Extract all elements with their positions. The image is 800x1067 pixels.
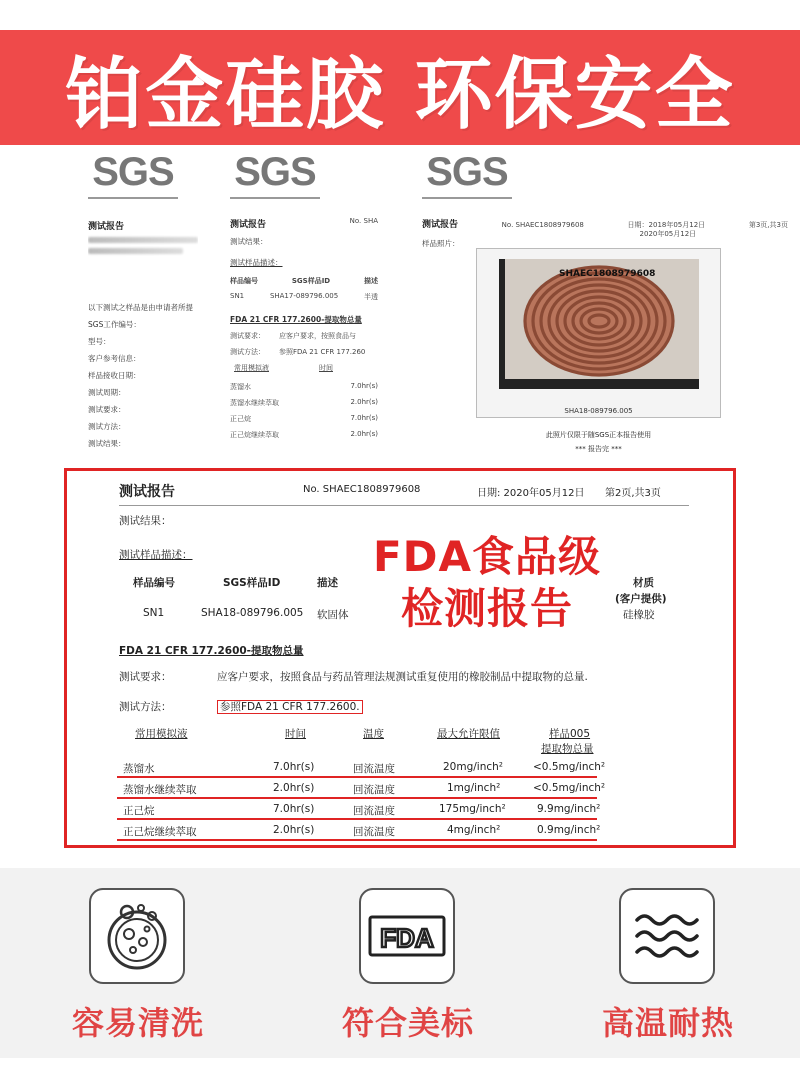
row-underline: [117, 839, 597, 841]
row-liquid: 正己烷: [123, 805, 155, 817]
row-limit: 175mg/inch²: [439, 803, 506, 815]
header-divider: [119, 505, 689, 506]
doc2-method: 测试方法：: [230, 348, 265, 356]
blurred-address: [88, 248, 183, 254]
feature-strip: [0, 868, 800, 1058]
row-underline: [117, 776, 597, 778]
svg-text:FDA: FDA: [380, 923, 434, 953]
title-banner: [0, 30, 800, 145]
doc2-h-sample: 样品编号: [230, 277, 258, 285]
feature-label: 符合美标: [342, 1004, 475, 1042]
req-label: 测试要求：: [119, 671, 172, 683]
doc2-col1: 常用模拟液: [234, 364, 269, 372]
fda-icon: [359, 888, 455, 984]
sgs-logo: SGS: [422, 150, 512, 199]
stamp-line-2: 检测报告: [400, 584, 573, 633]
doc1-line: 测试要求：: [88, 405, 126, 414]
doc2-h-desc: 描述: [364, 277, 378, 285]
doc3-photo-label: 样品照片：: [422, 239, 460, 248]
sample-desc: 软固体: [317, 609, 349, 621]
row-time: 2.0hr(s): [273, 782, 315, 794]
sample-id: SN1: [143, 607, 165, 619]
row-time: 7.0hr(s): [273, 803, 315, 815]
doc1-line: 测试周期：: [88, 388, 126, 397]
row-temp: 回流温度: [353, 763, 395, 775]
header-desc: 描述: [317, 577, 338, 589]
row-value: <0.5mg/inch²: [533, 761, 606, 773]
doc1-line: 客户参考信息：: [88, 354, 141, 363]
doc2-row-liquid: 正己烷继续萃取: [230, 431, 279, 439]
doc2-desc: 半透: [363, 293, 378, 301]
heat-waves-icon: [619, 888, 715, 984]
method-text: 参照FDA 21 CFR 177.2600.: [217, 700, 363, 714]
doc2-row-liquid: 蒸馏水继续萃取: [230, 399, 279, 407]
doc1-line: 测试方法：: [88, 422, 126, 431]
doc1-line: SGS工作编号：: [88, 320, 141, 329]
header-sample-no: 样品编号: [133, 577, 175, 589]
row-limit: 4mg/inch²: [447, 824, 501, 836]
col-sample-total: 提取物总量: [541, 743, 594, 755]
sample-photo: [476, 248, 721, 418]
report-date: 日期: 2020年05月12日: [477, 488, 585, 499]
doc2-col2: 时间: [319, 364, 333, 372]
sample-material: 硅橡胶: [623, 609, 655, 621]
doc3-date-new: 2020年05月12日: [639, 230, 697, 238]
method-text-box: [217, 699, 363, 714]
sgs-logo: SGS: [230, 150, 320, 199]
doc2-method-text: 参照FDA 21 CFR 177.260: [279, 348, 366, 356]
row-value: 0.9mg/inch²: [537, 824, 601, 836]
sample-photo-image: [499, 259, 699, 389]
doc2-line: 测试样品描述：: [230, 258, 283, 267]
doc2-row-liquid: 蒸馏水: [230, 383, 251, 391]
sample-sgs-id: SHA18-089796.005: [201, 607, 304, 619]
fda-section-title: FDA 21 CFR 177.2600-提取物总量: [119, 645, 304, 657]
col-sample: 样品005: [549, 728, 591, 740]
doc2-req: 测试要求：: [230, 332, 265, 340]
blurred-address: [88, 237, 198, 243]
result-label: 测试结果：: [119, 515, 172, 527]
report-number: No. SHAEC1808979608: [303, 484, 421, 495]
row-time: 7.0hr(s): [273, 761, 315, 773]
row-time: 2.0hr(s): [273, 824, 315, 836]
doc3-no: No. SHAEC1808979608: [501, 221, 584, 229]
doc2-row-time: 2.0hr(s): [350, 430, 378, 438]
doc1-line: 样品接收日期：: [88, 371, 141, 380]
row-limit: 20mg/inch²: [443, 761, 504, 773]
doc2-row-time: 7.0hr(s): [350, 414, 378, 422]
row-value: <0.5mg/inch²: [533, 782, 606, 794]
report-end: *** 报告完 ***: [575, 445, 622, 453]
row-liquid: 正己烷继续萃取: [123, 826, 197, 838]
doc2-row-time: 2.0hr(s): [350, 398, 378, 406]
report-title: 测试报告: [119, 484, 175, 500]
bg-report-page-2: [230, 150, 378, 470]
fda-stamp: [357, 531, 617, 635]
row-temp: 回流温度: [353, 784, 395, 796]
row-liquid: 蒸馏水: [123, 763, 155, 775]
bubbles-icon: [89, 888, 185, 984]
doc2-line: 测试结果：: [230, 237, 268, 246]
doc2-no: No. SHA: [349, 217, 378, 225]
doc2-fda: FDA 21 CFR 177.2600-提取物总量: [230, 315, 362, 324]
row-liquid: 蒸馏水继续萃取: [123, 784, 197, 796]
bg-report-page-1: [88, 150, 198, 470]
doc1-line: 型号：: [88, 337, 111, 346]
row-underline: [117, 818, 597, 820]
feature-label: 高温耐热: [602, 1004, 735, 1042]
doc1-line: 以下测试之样品是由申请者所提: [88, 303, 193, 312]
stamp-line-1: FDA食品级: [372, 532, 602, 581]
col-limit: 最大允许限值: [437, 728, 500, 740]
sgs-logo: SGS: [88, 150, 178, 199]
fda-test-report: [64, 468, 736, 848]
feature-heat-resistant: [602, 888, 735, 1044]
col-temp: 温度: [363, 728, 384, 740]
photo-note: 此照片仅限于随SGS正本报告使用: [545, 431, 652, 439]
doc2-title: 测试报告: [230, 220, 267, 230]
req-text: 应客户要求，按照食品与药品管理法规测试重复使用的橡胶制品中提取物的总量.: [217, 671, 588, 683]
row-underline: [117, 797, 597, 799]
doc2-req-text: 应客户要求，按照食品与: [279, 332, 356, 340]
report-page: 第2页,共3页: [605, 488, 661, 499]
photo-id: SHA18-089796.005: [564, 407, 633, 415]
header-provided: (客户提供): [615, 593, 667, 605]
doc3-page: 第3页,共3页: [748, 221, 788, 229]
row-temp: 回流温度: [353, 826, 395, 838]
doc2-sgs-id: SHA17-089796.005: [269, 292, 339, 300]
doc2-row-liquid: 正己烷: [230, 415, 251, 423]
col-time: 时间: [285, 728, 306, 740]
col-liquid: 常用模拟液: [135, 728, 188, 740]
doc3-date-old: 日期：2018年05月12日: [627, 221, 706, 229]
row-value: 9.9mg/inch²: [537, 803, 601, 815]
method-label: 测试方法：: [119, 701, 172, 713]
doc1-line: 测试结果：: [88, 439, 126, 448]
feature-fda: [342, 888, 475, 1044]
header-material: 材质: [633, 577, 654, 589]
doc2-row-time: 7.0hr(s): [350, 382, 378, 390]
feature-label: 容易清洗: [72, 1004, 205, 1042]
banner-title: 铂金硅胶 环保安全: [65, 49, 735, 140]
row-limit: 1mg/inch²: [447, 782, 501, 794]
row-temp: 回流温度: [353, 805, 395, 817]
feature-easy-clean: [72, 888, 205, 1044]
doc3-title: 测试报告: [422, 220, 459, 230]
doc3-date: [627, 220, 706, 238]
doc2-h-sgs: SGS样品ID: [291, 277, 331, 285]
header-sgs-id: SGS样品ID: [223, 577, 281, 589]
photo-tag: SHAEC1808979608: [559, 269, 656, 279]
doc2-sample: SN1: [230, 292, 245, 300]
doc1-title: 测试报告: [88, 222, 125, 232]
sample-desc-title: 测试样品描述：: [119, 549, 193, 561]
top-margin: [0, 0, 800, 30]
